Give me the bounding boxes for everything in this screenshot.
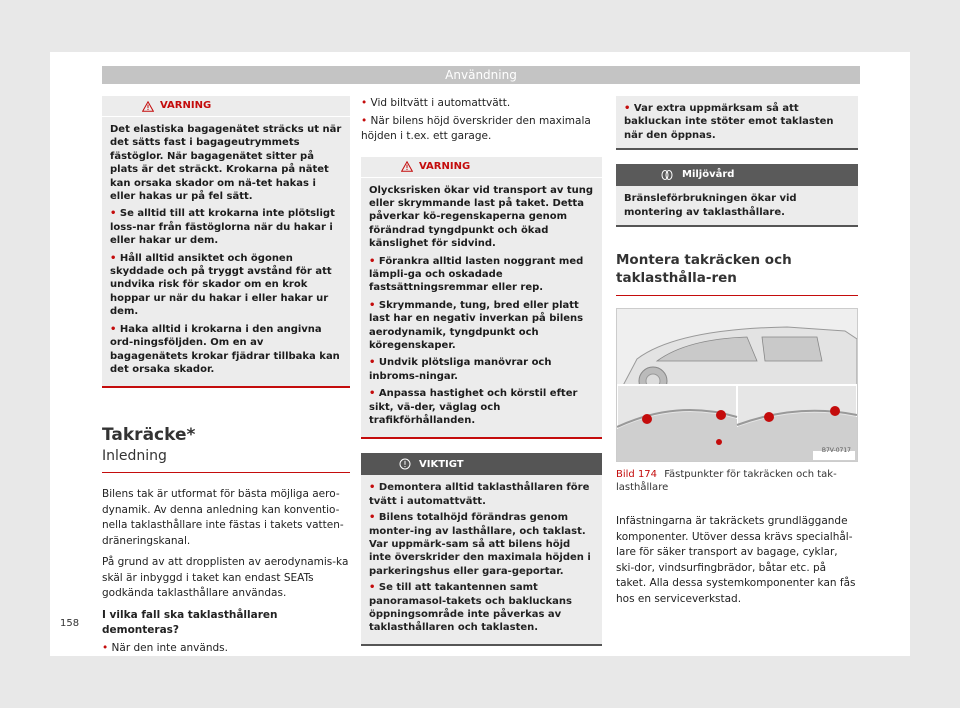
eco-header [616, 164, 858, 186]
notice-item: • Bilens totalhöjd förändras genom monter-ing av lasthållare, och taklast. Var uppmärk-sam så att bilens höjd inte överskrider den maximala höjden i parkeringshus eller gara-geportar. [369, 512, 591, 577]
warning-intro: Olycksrisken ökar vid transport av tung eller skrymmande last på taket. Detta påverkar kö-regenskaperna genom förändrad tyngdpunkt och ökad känslighet för sidvind. [369, 184, 593, 250]
warning-label: VARNING [419, 160, 471, 172]
figure-label: Bild 174 [616, 469, 658, 481]
warning-label: VARNING [160, 100, 212, 112]
paragraph: Infästningarna är takräckets grundläggande komponenter. Utöver dessa krävs specialhål-lare för säker transport av bagage, cyklar, ski-dor, vindsurfingbrädor, båtar etc. på taket. Alla dessa systemkomponenter kan fås hos en serviceverkstad. [616, 515, 856, 605]
notice-header [361, 453, 602, 475]
warning-item: • Anpassa hastighet och körstil efter sikt, vä-der, väglag och trafikförhållanden. [369, 388, 578, 426]
warning-item: • Skrymmande, tung, bred eller platt last har en negativ inverkan på bilens aerodynamik, tyngdpunkt och köregenskaper. [369, 299, 584, 351]
eco-box [616, 164, 858, 227]
notice-label: VIKTIGT [419, 458, 464, 470]
notice-item: • Var extra uppmärksam så att bakluckan inte stöter emot taklasten när den öppnas. [624, 103, 834, 141]
warning-item: • Förankra alltid lasten noggrant med lämpli-ga och oskadade fastsättningsremmar eller rep. [369, 255, 584, 294]
page-header: Användning [102, 66, 860, 84]
warning-header [102, 96, 350, 117]
warning-item: • Se alltid till att krokarna inte plötsligt loss-nar från fästöglorna när du hakar i eller hakar ur dem. [110, 208, 335, 247]
warning-box-1 [102, 96, 350, 388]
figure-roof-mounts [616, 308, 858, 462]
paragraph: Bilens tak är utformat för bästa möjliga aero-dynamik. Av denna anledning kan konventio-nella taklasthållare inte fästas i takets vatten-dräneringskanal. [102, 488, 344, 547]
car-roof-illustration [617, 309, 857, 461]
notice-box [361, 453, 602, 645]
bullet-item: • Vid biltvätt i automattvätt. [361, 97, 511, 109]
question-heading: I vilka fall ska taklasthållaren demonteras? [102, 608, 278, 637]
column-1 [102, 96, 350, 658]
notice-continuation-box [616, 96, 858, 150]
bullet-item: • När den inte används. [102, 641, 228, 654]
eco-body: Bränsleförbrukningen ökar vid montering av taklasthållare. [624, 193, 797, 218]
warning-triangle-icon [142, 101, 154, 112]
column-3 [616, 96, 858, 613]
column-2 [361, 96, 602, 646]
figure-caption-text: Fästpunkter för takräcken och tak-lasthållare [616, 469, 837, 494]
warning-header [361, 157, 602, 178]
section-heading: Montera takräcken och taklasthålla-ren [616, 252, 792, 287]
warning-body [102, 117, 350, 386]
warning-body [361, 178, 602, 438]
warning-triangle-icon [401, 161, 413, 172]
figure-caption [616, 468, 858, 494]
section-divider [102, 472, 350, 473]
notice-item: • Se till att takantennen samt panoramasol-takets och bakluckans öppningsområde inte påverkas av taklasthållaren och taklasten. [369, 582, 572, 634]
figure-code: B7V-0717 [821, 446, 851, 454]
warning-intro: Det elastiska bagagenätet sträcks ut när det sätts fast i bagageutrymmets fästöglor. När bagagenätet sitter på plats är det sträckt. Krokarna på nätet kan orsaka skador om nä-tet hakas i eller hakas ur på fel sätt. [110, 124, 342, 203]
bullet-item: • När bilens höjd överskrider den maximala höjden i t.ex. ett garage. [361, 114, 591, 142]
page-number: 158 [60, 618, 80, 629]
notice-continuation-body [616, 96, 858, 148]
info-circle-icon [399, 458, 411, 470]
warning-item: • Håll alltid ansiktet och ögonen skyddade och på tryggt avstånd för att undvika risk för skador om en krok hoppar ur när du hakar i eller hakar ur dem. [110, 252, 332, 318]
warning-box-2 [361, 157, 602, 440]
section-divider [616, 295, 858, 296]
paragraph: På grund av att dropplisten av aerodynamis-ka skäl är inbyggd i taket kan endast SEATs godkända taklasthållare användas. [102, 556, 349, 600]
notice-item: • Demontera alltid taklasthållaren före tvätt i automattvätt. [369, 482, 590, 507]
notice-body [361, 475, 602, 643]
section-subtitle: Inledning [102, 447, 167, 464]
warning-item: • Undvik plötsliga manövrar och inbroms-ningar. [369, 357, 552, 382]
leaf-icon [660, 169, 674, 181]
warning-item: • Haka alltid i krokarna i den angivna ord-ningsföljden. Om en av bagagenätets krokar fjädrar tillbaka kan det orsaka skador. [110, 323, 340, 375]
section-title: Takräcke* [102, 425, 196, 446]
eco-label: Miljövård [682, 169, 735, 181]
